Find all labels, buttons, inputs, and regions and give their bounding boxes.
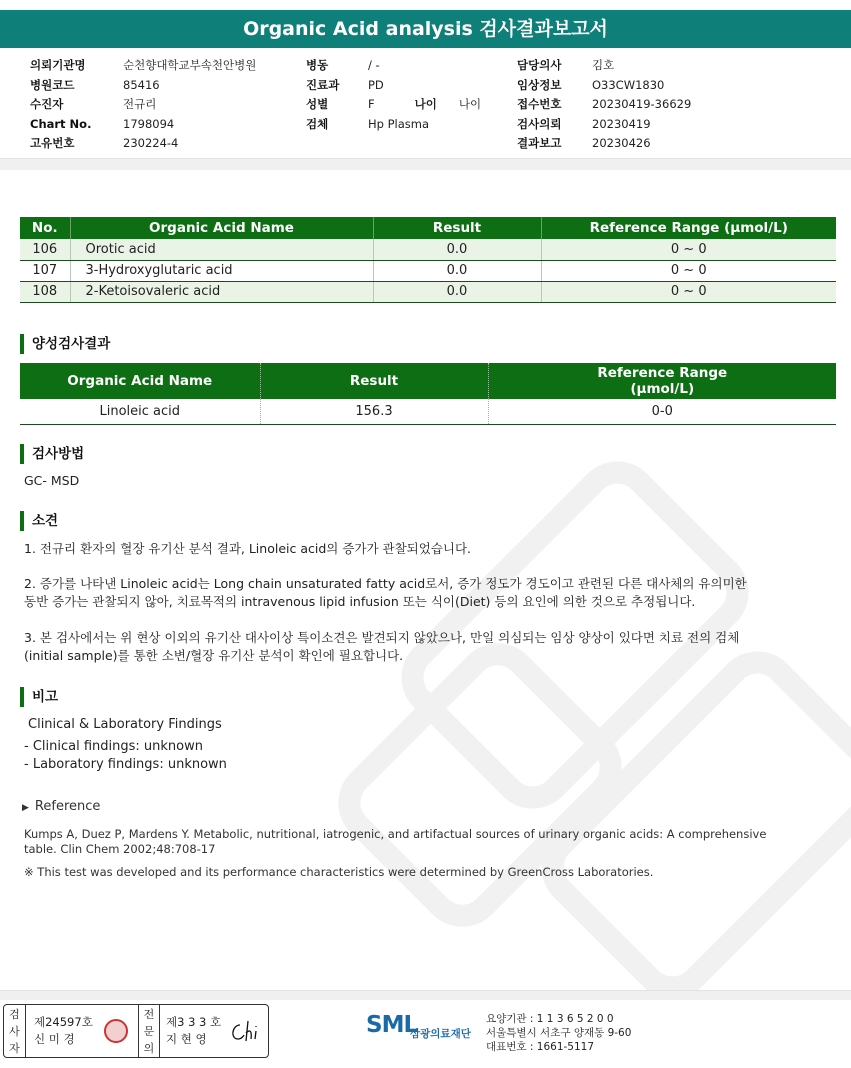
col-header: Result [260,363,488,399]
reference-title: Reference [34,799,101,814]
info-value: PD [368,77,384,92]
col-header: No. [20,217,70,239]
info-value: 85416 [123,77,160,92]
info-label: Chart No. [30,116,92,131]
cell-range: 0 ~ 0 [541,260,836,281]
table-row [20,260,836,281]
info-label: 검사의뢰 [517,116,562,131]
finding-paragraph: (initial sample)를 통한 소변/혈장 유기산 분석이 확인에 필요합니다. [24,648,404,663]
info-value: 20230419 [592,116,651,131]
col-header: Organic Acid Name [20,363,260,399]
remarks-line: Clinical & Laboratory Findings [28,717,222,732]
info-label: 임상정보 [517,77,562,92]
specialist-name: 지 현 영 [166,1032,207,1046]
info-value: Hp Plasma [368,116,430,131]
finding-paragraph: 2. 증가를 나타낸 Linoleic acid는 Long chain unsaturated fatty acid로서, 증가 정도가 경도이고 관련된 다른 대사체의 유의미한 [24,576,747,591]
label-char: 문 [143,1025,155,1038]
info-label: 접수번호 [517,97,562,111]
address-line: 서울특별시 서초구 양재동 9-60 [486,1027,632,1039]
info-value: 순천향대학교부속천안병원 [123,58,257,72]
footer-address [486,1012,631,1054]
cell-range: 0-0 [488,399,836,424]
examiner-label [4,1005,26,1057]
label-char: 전 [143,1008,155,1021]
info-value: 20230419-36629 [592,97,692,111]
organic-acid-table [20,217,836,303]
method-text: GC- MSD [24,473,80,488]
specialist-label [138,1005,160,1057]
positive-result-table [20,363,836,425]
reference-line: table. Clin Chem 2002;48:708-17 [24,842,216,856]
info-label: 병원코드 [30,77,75,92]
remarks-section-title: 비고 [20,687,58,707]
footer-band [0,990,851,1000]
address-line: 요양기관 : 1 1 3 6 5 2 0 0 [486,1013,614,1025]
table-row [20,239,836,260]
sml-logo-text: SML [366,1012,418,1038]
reference-heading [22,799,100,814]
finding-paragraph: 동반 증가는 관찰되지 않아, 치료목적의 intravenous lipid infusion 또는 식이(Diet) 등의 요인에 의한 것으로 추정됩니다. [24,594,696,609]
findings-section-title: 소견 [20,511,58,531]
positive-section-title: 양성검사결과 [20,334,110,354]
specialist-info [166,1014,221,1048]
cell-result: 156.3 [260,399,488,424]
info-label: 고유번호 [30,136,75,150]
report-title: Organic Acid analysis 검사결과보고서 [0,10,851,48]
reference-line: Kumps A, Duez P, Mardens Y. Metabolic, nutritional, iatrogenic, and artifactual sources of urinary organic acids: A comprehensive [24,827,767,841]
remarks-line: - Clinical findings: unknown [24,739,203,754]
age-value: 나이 [458,97,482,111]
cell-no: 106 [20,239,70,260]
info-value: / - [368,58,380,72]
col-header: Organic Acid Name [70,217,373,239]
age-label: 나이 [414,97,437,111]
examiner-license: 제24597호 [34,1015,93,1029]
seal-stamp-icon [104,1019,128,1043]
cell-result: 0.0 [373,281,541,302]
cell-name: Orotic acid [70,239,373,260]
range-unit: (μmol/L) [630,381,695,397]
cell-name: 2-Ketoisovaleric acid [70,281,373,302]
table-row [20,281,836,302]
cell-name: 3-Hydroxyglutaric acid [70,260,373,281]
col-header: Result [373,217,541,239]
triangle-icon: ▶ [22,803,29,813]
info-label: 진료과 [306,77,340,92]
info-value: F [368,97,375,111]
patient-info-col2 [306,56,481,134]
remarks-line: - Laboratory findings: unknown [24,757,227,772]
finding-paragraph: 1. 전규리 환자의 혈장 유기산 분석 결과, Linoleic acid의 증가가 관찰되었습니다. [24,541,472,556]
col-header: Reference Range (μmol/L) [541,217,836,239]
examiner-name: 신 미 경 [34,1032,75,1046]
info-value: 20230426 [592,136,651,150]
cell-name: Linoleic acid [20,399,260,424]
label-char: 사 [9,1025,20,1038]
cell-range: 0 ~ 0 [541,281,836,302]
info-label: 의뢰기관명 [30,58,86,72]
handwritten-signature-icon [226,1017,266,1047]
cell-range: 0 ~ 0 [541,239,836,260]
info-label: 병동 [306,58,329,72]
range-label: Reference Range [597,365,728,381]
info-value: 1798094 [123,116,175,131]
info-value: 전규리 [123,97,157,111]
specialist-license: 제3 3 3 호 [166,1015,222,1029]
label-char: 검 [9,1008,20,1021]
cell-result: 0.0 [373,239,541,260]
patient-info-col1 [30,56,256,154]
info-label: 성별 [306,97,329,111]
table-row [20,399,836,424]
label-char: 자 [9,1042,20,1055]
finding-paragraph: 3. 본 검사에서는 위 현상 이외의 유기산 대사이상 특이소견은 발견되지 않았으나, 만일 의심되는 임상 양상이 있다면 치료 전의 검체 [24,630,740,645]
info-label: 결과보고 [517,136,562,150]
info-value: 김호 [592,58,615,72]
org-name: 삼광의료재단 [410,1028,471,1040]
examiner-info [34,1014,93,1048]
method-section-title: 검사방법 [20,444,84,464]
address-line: 대표번호 : 1661-5117 [486,1041,595,1053]
cell-no: 107 [20,260,70,281]
patient-info-col3 [517,56,691,154]
info-value: O33CW1830 [592,77,665,92]
reference-note: ※ This test was developed and its performance characteristics were determined by GreenCross Laboratories. [24,865,654,879]
signature-box [3,1004,269,1058]
label-char: 의 [143,1042,155,1055]
info-label: 수진자 [30,97,64,111]
info-label: 검체 [306,116,329,131]
info-label: 담당의사 [517,58,562,72]
col-header-range [488,363,836,399]
cell-no: 108 [20,281,70,302]
separator-band [0,158,851,170]
cell-result: 0.0 [373,260,541,281]
info-value: 230224-4 [123,136,179,150]
sml-logo [366,1012,471,1040]
